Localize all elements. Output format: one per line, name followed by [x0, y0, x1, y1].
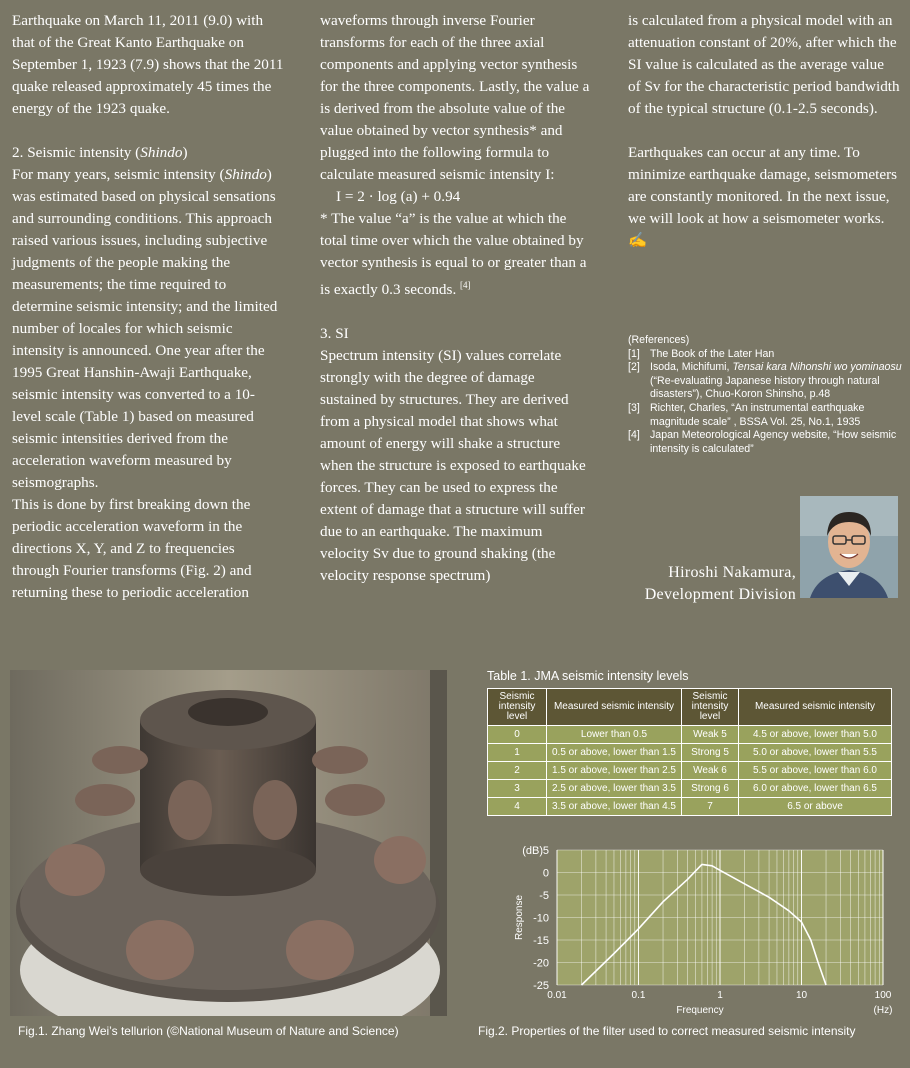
- author-division: Development Division: [644, 586, 796, 603]
- y-tick-label: -25: [533, 980, 549, 992]
- footnote: * The value “a” is the value at which the total time over which the value obtained by vector synthesis is equal to or greater than a is exactly 0.3 seconds. [4]: [320, 210, 587, 299]
- table-cell: 2.5 or above, lower than 3.5: [547, 780, 682, 798]
- y-tick-label: -20: [533, 957, 549, 970]
- reference-marker: [4]: [460, 280, 471, 290]
- paragraph: Spectrum intensity (SI) values correlate strongly with the degree of damage sustained by structures. They are derived from a physical model that shows what amount of energy will shake a structure when the structure is exposed to earthquake forces. They can be used to express the extent of damage that a structure will suffer due to an earthquake. The maximum velocity Sv due to ground shaking (the velocity response spectrum): [320, 347, 586, 585]
- section-heading: 3. SI: [320, 325, 349, 343]
- table-cell: 3.5 or above, lower than 4.5: [547, 798, 682, 816]
- table-cell: 0.5 or above, lower than 1.5: [547, 744, 682, 762]
- table-cell: 5.0 or above, lower than 5.5: [739, 744, 892, 762]
- x-tick-label: 0.1: [631, 990, 646, 1001]
- text-column-1: [12, 10, 284, 604]
- paragraph: For many years, seismic intensity (Shindo) was estimated based on physical sensations and surrounding conditions. This approach raised various issues, including subjective judgments of the people making the measurements; the time required to determine seismic intensity; and the limited number of locales for which seismic intensity is announced. One year after the 1995 Great Hanshin-Awaji Earthquake, seismic intensity was converted to a 10-level scale (Table 1) based on measured seismic intensities derived from the acceleration waveform measured by seismographs.: [12, 166, 278, 491]
- table-cell: 1: [488, 744, 547, 762]
- reference-item: [3] Richter, Charles, “An instrumental earthquake magnitude scale” , BSSA Vol. 25, No.1, 1935: [628, 401, 865, 428]
- table-cell: 4: [488, 798, 547, 816]
- paragraph: Earthquake on March 11, 2011 (9.0) with that of the Great Kanto Earthquake on September 1, 1923 (7.9) shows that the 2011 quake released approximately 45 times the energy of the 1923 quake.: [12, 12, 284, 117]
- column-header: Seismic intensity level: [488, 689, 547, 726]
- x-unit-label: (Hz): [873, 1005, 893, 1016]
- table-cell: 6.5 or above: [739, 798, 892, 816]
- jma-intensity-table: [487, 688, 892, 816]
- y-tick-label: 5: [542, 845, 549, 857]
- table-cell: Strong 6: [682, 780, 739, 798]
- table-cell: 0: [488, 726, 547, 744]
- author-photo: [800, 496, 898, 598]
- pen-icon: ✍: [628, 232, 647, 249]
- author-name: Hiroshi Nakamura,: [668, 564, 796, 581]
- text-column-3: [628, 10, 900, 252]
- table-cell: Strong 5: [682, 744, 739, 762]
- table-cell: Lower than 0.5: [547, 726, 682, 744]
- tellurion-photo: [10, 670, 447, 1016]
- table-cell: 5.5 or above, lower than 6.0: [739, 762, 892, 780]
- y-tick-label: 0: [542, 867, 549, 880]
- paragraph: Earthquakes can occur at any time. To minimize earthquake damage, seismometers are constantly monitored. In the next issue, we will look at how a seismometer works. ✍: [628, 144, 898, 249]
- table-row: [488, 762, 892, 780]
- y-unit-label: (dB): [522, 845, 543, 857]
- references-list: [628, 334, 903, 456]
- section-heading: 2. Seismic intensity (Shindo): [12, 144, 188, 161]
- table-cell: Weak 5: [682, 726, 739, 744]
- filter-response-chart: [500, 838, 900, 1023]
- reference-item: [1] The Book of the Later Han: [628, 347, 775, 360]
- paragraph: is calculated from a physical model with an attenuation constant of 20%, after which the SI value is calculated as the average value of Sv for the characteristic period bandwidth of the typical structure (0.1-2.5 seconds).: [628, 12, 900, 117]
- x-tick-label: 100: [874, 990, 892, 1001]
- reference-item: [2] Isoda, Michifumi, Tensai kara Nihonshi wo yominaosu (“Re-evaluating Japanese history through natural disasters”), Chuo-Koron Shinsho, p.48: [628, 361, 902, 401]
- x-tick-label: 0.01: [547, 990, 567, 1001]
- table-cell: 1.5 or above, lower than 2.5: [547, 762, 682, 780]
- table-cell: 3: [488, 780, 547, 798]
- author-credit: [600, 562, 796, 606]
- formula: I = 2 · log (a) + 0.94: [336, 188, 461, 205]
- table-row: [488, 798, 892, 816]
- table-cell: Weak 6: [682, 762, 739, 780]
- x-tick-label: 1: [717, 990, 723, 1001]
- y-axis-label: Response: [514, 894, 525, 941]
- table-row: [488, 780, 892, 798]
- table1-title: Table 1. JMA seismic intensity levels: [487, 669, 689, 683]
- column-header: Measured seismic intensity: [547, 689, 682, 726]
- y-tick-label: -5: [539, 890, 549, 902]
- figure1-caption: Fig.1. Zhang Wei’s tellurion (©National Museum of Nature and Science): [18, 1024, 399, 1038]
- column-header: Seismic intensity level: [682, 689, 739, 726]
- y-tick-label: -15: [533, 935, 549, 947]
- table-header-row: [488, 689, 892, 726]
- paragraph: waveforms through inverse Fourier transforms for each of the three axial components and applying vector synthesis for the three components. Lastly, the value a is derived from the absolute value of the value obtained by vector synthesis* and plugged into the following formula to calculate measured seismic intensity I:: [320, 12, 590, 183]
- table-row: [488, 744, 892, 762]
- x-tick-label: 10: [795, 990, 808, 1001]
- table-row: [488, 726, 892, 744]
- table-cell: 6.0 or above, lower than 6.5: [739, 780, 892, 798]
- paragraph: This is done by first breaking down the periodic acceleration waveform in the directions X, Y, and Z to frequencies through Fourier transforms (Fig. 2) and returning these to periodic acceleration: [12, 496, 252, 601]
- chart-svg: [500, 838, 900, 1023]
- table-cell: 4.5 or above, lower than 5.0: [739, 726, 892, 744]
- y-tick-label: -10: [533, 912, 549, 925]
- reference-item: [4] Japan Meteorological Agency website, “How seismic intensity is calculated”: [628, 429, 897, 455]
- references-title: (References): [628, 334, 690, 346]
- table-cell: 2: [488, 762, 547, 780]
- text-column-2: [320, 10, 592, 587]
- x-axis-label: Frequency: [676, 1005, 724, 1016]
- table-cell: 7: [682, 798, 739, 816]
- figure2-caption: Fig.2. Properties of the filter used to correct measured seismic intensity: [478, 1024, 856, 1038]
- column-header: Measured seismic intensity: [739, 689, 892, 726]
